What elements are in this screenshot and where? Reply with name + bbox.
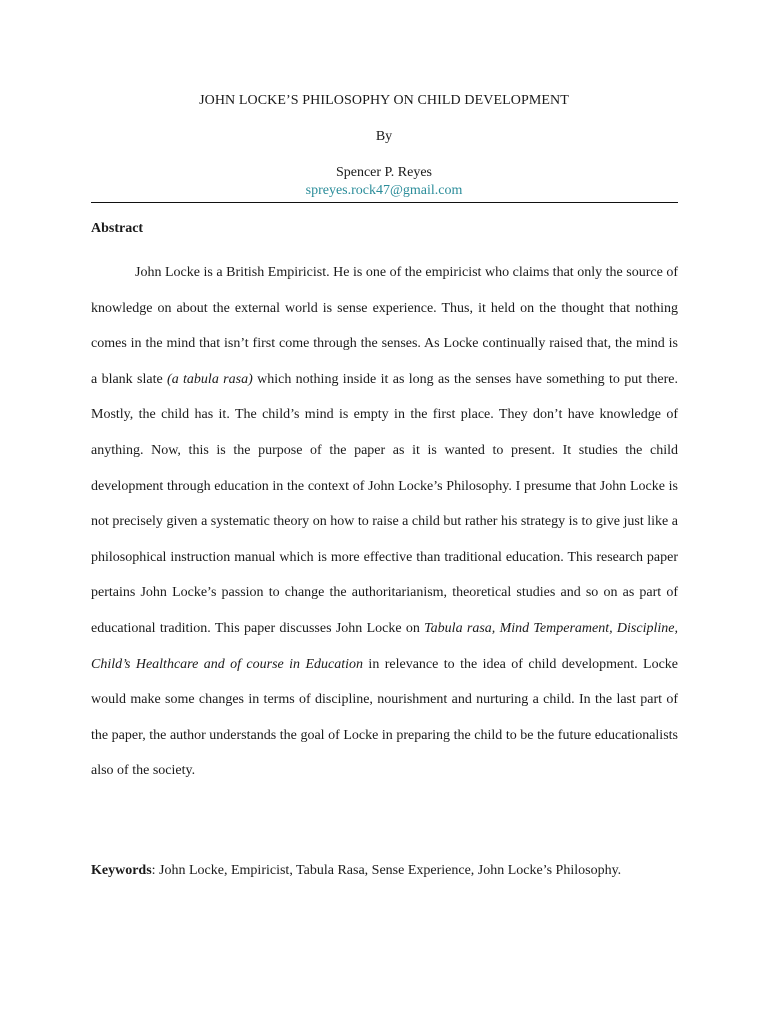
header-divider [91,202,678,203]
keywords-list: : John Locke, Empiricist, Tabula Rasa, Sense Experience, John Locke’s Philosophy. [151,863,622,878]
author-name: Spencer P. Reyes [335,165,433,180]
abstract-text-part-3: in relevance to the idea of child development. Locke would make some changes in terms of discipline, nourishment and nurturing a child. In the last part of the paper, the author understands the goal of Locke in preparing the child to be the future educationalists also of the society. [91,656,678,779]
keywords-line [91,863,691,879]
keywords-label: Keywords [91,863,152,878]
abstract-italic-tabula-rasa: (a tabula rasa) [167,371,253,387]
author-email-link[interactable]: spreyes.rock47@gmail.com [305,183,463,198]
abstract-text-part-1: John Locke is a British Empiricist. He is one of the empiricist who claims that only the source of knowledge on about the external world is sense experience. Thus, it held on the thought that nothing comes in the mind that isn’t first come through the senses. As Locke continually raised that, the mind is a blank slate [91,265,678,387]
abstract-paragraph [91,255,678,789]
byline-label: By [375,129,393,144]
abstract-italic-topics: Tabula rasa, Mind Temperament, Discipline, Child’s Healthcare and of course in Education [91,620,678,672]
paper-title: JOHN LOCKE’S PHILOSOPHY ON CHILD DEVELOPMENT [199,93,569,108]
abstract-heading: Abstract [91,221,144,236]
abstract-text-part-2: which nothing inside it as long as the senses have something to put there. Mostly, the child has it. The child’s mind is empty in the first place. They don’t have knowledge of anything. Now, this is the purpose of the paper as it is wanted to present. It studies the child development through education in the context of John Locke’s Philosophy. I presume that John Locke is not precisely given a systematic theory on how to raise a child but rather his strategy is to give just like a philosophical instruction manual which is more effective than traditional education. This research paper pertains John Locke’s passion to change the authoritarianism, theoretical studies and so on as part of educational tradition. This paper discusses John Locke on [91,371,678,636]
